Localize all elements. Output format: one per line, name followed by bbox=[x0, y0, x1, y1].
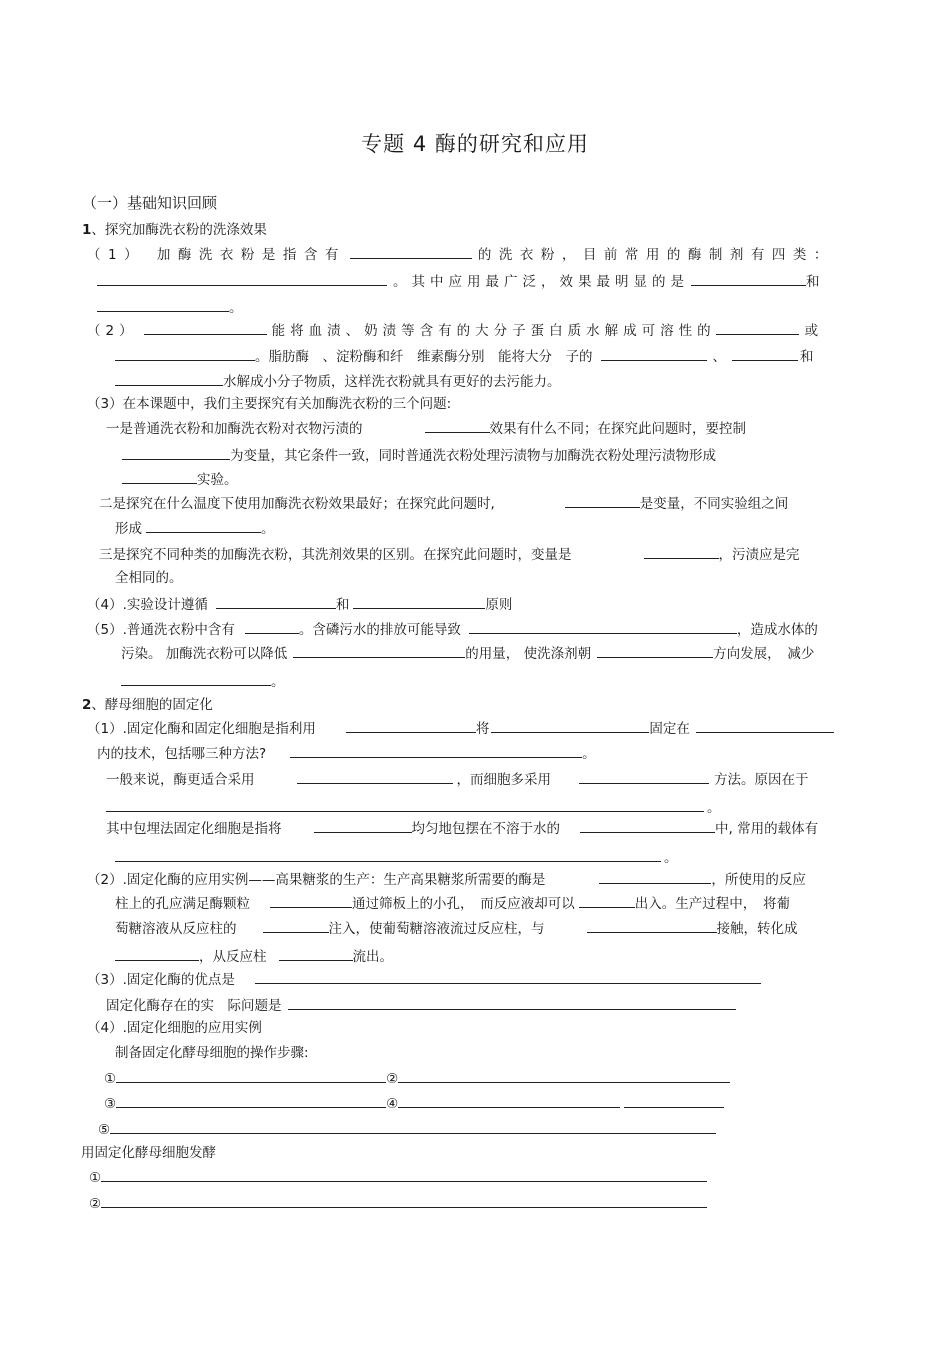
text: ，而细胞多采用 bbox=[456, 772, 551, 788]
q2-4-line1: （4）.固定化细胞的应用实例 bbox=[87, 1020, 262, 1036]
heading-2-text: 、酵母细胞的固定化 bbox=[91, 697, 213, 713]
blank bbox=[314, 819, 412, 833]
q2-2-line2 bbox=[115, 894, 790, 913]
section-heading-1: （一）基础知识回顾 bbox=[82, 194, 218, 212]
q2-4-line2: 制备固定化酵母细胞的操作步骤: bbox=[115, 1045, 309, 1061]
blank bbox=[122, 470, 197, 484]
q2-2-line4 bbox=[115, 947, 393, 966]
text: 一是普通洗衣粉和加酶洗衣粉对衣物污渍的 bbox=[106, 421, 363, 437]
text: 柱上的孔应满足酶颗粒 bbox=[115, 896, 250, 912]
q1-line3 bbox=[97, 298, 243, 317]
text: 。 bbox=[707, 800, 721, 816]
blank bbox=[353, 595, 485, 609]
text: 效果有什么不同；在探究此问题时，要控制 bbox=[489, 421, 746, 437]
text: 萄糖溶液从反应柱的 bbox=[115, 921, 237, 937]
text: 和 bbox=[800, 349, 814, 365]
q1-line2 bbox=[97, 272, 825, 291]
blank bbox=[491, 719, 649, 733]
q3-line7 bbox=[99, 545, 800, 564]
text: 将 bbox=[475, 721, 490, 737]
text: 。 bbox=[664, 850, 678, 866]
text: ① bbox=[89, 1170, 102, 1186]
text: 二是探究在什么温度下使用加酶洗衣粉效果最好；在探究此问题时, bbox=[99, 496, 495, 512]
q2-1-line6 bbox=[115, 848, 678, 867]
text: （2） bbox=[87, 323, 138, 339]
text: 其中包埋法固定化细胞是指将 bbox=[106, 821, 282, 837]
blank bbox=[579, 770, 709, 784]
text: 内的技术，包括哪三种方法? bbox=[97, 746, 267, 762]
q2-2-line3 bbox=[115, 919, 798, 938]
text: 形成 bbox=[115, 521, 142, 537]
text: （5）.普通洗衣粉中含有 bbox=[87, 622, 235, 638]
heading-2-number: 2 bbox=[82, 697, 92, 713]
text: ③ bbox=[104, 1096, 117, 1112]
page-title: 专题 4 酶的研究和应用 bbox=[361, 132, 589, 156]
text: 方向发展， 减少 bbox=[713, 646, 815, 662]
text: 中, 常用的载体有 bbox=[715, 821, 819, 837]
text: 水解成小分子物质，这样洗衣粉就具有更好的去污能力。 bbox=[223, 374, 561, 390]
q5-line2 bbox=[121, 644, 814, 663]
blank bbox=[245, 620, 299, 634]
text: 原则 bbox=[485, 597, 513, 613]
text: 。其中应用最广泛，效果最明显的是 bbox=[393, 274, 689, 290]
text: 的洗衣粉，目前常用的酶制剂有四类： bbox=[477, 247, 835, 263]
blank bbox=[255, 970, 761, 984]
ferment-heading: 用固定化酵母细胞发酵 bbox=[81, 1145, 216, 1161]
q3-line4 bbox=[122, 470, 238, 489]
text: 均匀地包摆在不溶于水的 bbox=[411, 821, 560, 837]
text: 。含磷污水的排放可能导致 bbox=[298, 622, 461, 638]
blank bbox=[106, 798, 704, 812]
blank bbox=[146, 519, 261, 533]
q3-line2 bbox=[106, 419, 746, 438]
q3-line1: （3）在本课题中，我们主要探究有关加酶洗衣粉的三个问题: bbox=[87, 396, 452, 412]
blank bbox=[696, 719, 834, 733]
blank bbox=[115, 947, 199, 961]
text: 或 bbox=[804, 323, 824, 339]
text: 、 bbox=[712, 349, 726, 365]
text: 能将血渍、奶渍等含有的大分子蛋白质水解成可溶性的 bbox=[271, 323, 716, 339]
blank bbox=[601, 347, 707, 361]
step-row-2 bbox=[104, 1094, 724, 1113]
blank bbox=[350, 245, 472, 259]
text: ，从反应柱 bbox=[199, 949, 267, 965]
text: 。 bbox=[229, 300, 243, 316]
text: 通过筛板上的小孔， 而反应液却可以 bbox=[352, 896, 575, 912]
text: 是变量，不同实验组之间 bbox=[639, 496, 789, 512]
blank bbox=[263, 919, 329, 933]
text: ，所使用的反应 bbox=[711, 872, 806, 888]
blank bbox=[293, 644, 465, 658]
text: ① bbox=[104, 1071, 117, 1087]
blank bbox=[279, 947, 353, 961]
blank bbox=[122, 446, 230, 460]
q5-line1 bbox=[87, 620, 818, 639]
text: 污染。 加酶洗衣粉可以降低 bbox=[121, 646, 288, 662]
heading-1-text: 、探究加酶洗衣粉的洗涤效果 bbox=[91, 222, 267, 238]
blank bbox=[216, 595, 336, 609]
blank bbox=[398, 1069, 730, 1083]
text: 和 bbox=[335, 597, 350, 613]
text: 和 bbox=[806, 274, 825, 290]
q2-2-line1 bbox=[87, 870, 806, 889]
q2-line2 bbox=[115, 347, 814, 366]
text: （1） 加酶洗衣粉是指含有 bbox=[87, 247, 346, 263]
q3-line5 bbox=[99, 494, 788, 513]
text: 。 bbox=[582, 746, 596, 762]
blank bbox=[144, 321, 267, 335]
heading-1 bbox=[82, 221, 267, 239]
q2-3-line2 bbox=[106, 996, 736, 1015]
blank bbox=[425, 419, 490, 433]
blank bbox=[644, 545, 719, 559]
text: （2）.固定化酶的应用实例——高果糖浆的生产：生产高果糖浆所需要的酶是 bbox=[87, 872, 546, 888]
blank bbox=[716, 321, 799, 335]
blank bbox=[587, 919, 717, 933]
q3-line8: 全相同的。 bbox=[115, 570, 183, 586]
ferment-row-1 bbox=[89, 1168, 707, 1187]
blank bbox=[346, 719, 476, 733]
text: ⑤ bbox=[98, 1122, 111, 1138]
text: ② bbox=[386, 1071, 399, 1087]
text: 固定在 bbox=[649, 721, 690, 737]
q2-1-line4 bbox=[106, 798, 721, 817]
blank bbox=[115, 347, 255, 361]
blank bbox=[469, 620, 737, 634]
text: （1）.固定化酶和固定化细胞是指利用 bbox=[87, 721, 316, 737]
blank bbox=[116, 1094, 386, 1108]
text: 。 bbox=[271, 674, 285, 690]
text: 流出。 bbox=[352, 949, 393, 965]
text: 固定化酶存在的实 际问题是 bbox=[106, 998, 282, 1014]
text: 接触，转化成 bbox=[716, 921, 798, 937]
blank bbox=[624, 1094, 724, 1108]
q2-1-line3 bbox=[106, 770, 809, 789]
q5-line3 bbox=[121, 672, 285, 691]
blank bbox=[580, 819, 715, 833]
blank bbox=[597, 644, 713, 658]
blank bbox=[101, 1194, 707, 1208]
q2-1-line2 bbox=[97, 744, 596, 763]
text: （3）.固定化酶的优点是 bbox=[87, 972, 235, 988]
text: 方法。原因在于 bbox=[714, 772, 809, 788]
heading-1-number: 1 bbox=[82, 222, 92, 238]
blank bbox=[290, 744, 582, 758]
blank bbox=[101, 1168, 707, 1182]
q2-1-line1 bbox=[87, 719, 834, 738]
ferment-row-2 bbox=[89, 1194, 707, 1213]
text: （4）.实验设计遵循 bbox=[87, 597, 208, 613]
text: 注入，使葡萄糖溶液流过反应柱，与 bbox=[328, 921, 545, 937]
text: ② bbox=[89, 1196, 102, 1212]
blank bbox=[691, 272, 806, 286]
blank bbox=[288, 996, 736, 1010]
text: 实验。 bbox=[197, 472, 238, 488]
text: 。 bbox=[261, 521, 275, 537]
q1-line1 bbox=[87, 245, 835, 264]
blank bbox=[565, 494, 640, 508]
blank bbox=[270, 894, 352, 908]
text: 的用量， 使洗涤剂朝 bbox=[465, 646, 592, 662]
text: ④ bbox=[386, 1096, 399, 1112]
q3-line6 bbox=[115, 519, 275, 538]
blank bbox=[297, 770, 453, 784]
q2-line1 bbox=[87, 321, 823, 340]
blank bbox=[110, 1120, 716, 1134]
text: 出入。生产过程中， 将葡 bbox=[634, 896, 790, 912]
blank bbox=[97, 298, 229, 312]
text: ，造成水体的 bbox=[736, 622, 818, 638]
blank bbox=[116, 1069, 386, 1083]
blank bbox=[97, 272, 387, 286]
blank bbox=[599, 870, 711, 884]
blank bbox=[579, 894, 635, 908]
heading-2 bbox=[82, 696, 213, 714]
q2-3-line1 bbox=[87, 970, 761, 989]
step-row-3 bbox=[98, 1120, 716, 1139]
blank bbox=[115, 372, 223, 386]
text: 为变量，其它条件一致，同时普通洗衣粉处理污渍物与加酶洗衣粉处理污渍物形成 bbox=[230, 448, 716, 464]
q3-line3 bbox=[122, 446, 716, 465]
q4-line bbox=[87, 595, 512, 614]
q2-line3 bbox=[115, 372, 561, 391]
blank bbox=[732, 347, 798, 361]
text: 三是探究不同种类的加酶洗衣粉，其洗剂效果的区别。在探究此问题时，变量是 bbox=[99, 547, 572, 563]
text: 。脂肪酶 、淀粉酶和纤 维素酶分别 能将大分 子的 bbox=[255, 349, 593, 365]
blank bbox=[121, 672, 271, 686]
text: 一般来说，酶更适合采用 bbox=[106, 772, 255, 788]
step-row-1 bbox=[104, 1069, 730, 1088]
blank bbox=[398, 1094, 620, 1108]
text: ，污渍应是完 bbox=[718, 547, 800, 563]
q2-1-line5 bbox=[106, 819, 818, 838]
blank bbox=[115, 848, 661, 862]
